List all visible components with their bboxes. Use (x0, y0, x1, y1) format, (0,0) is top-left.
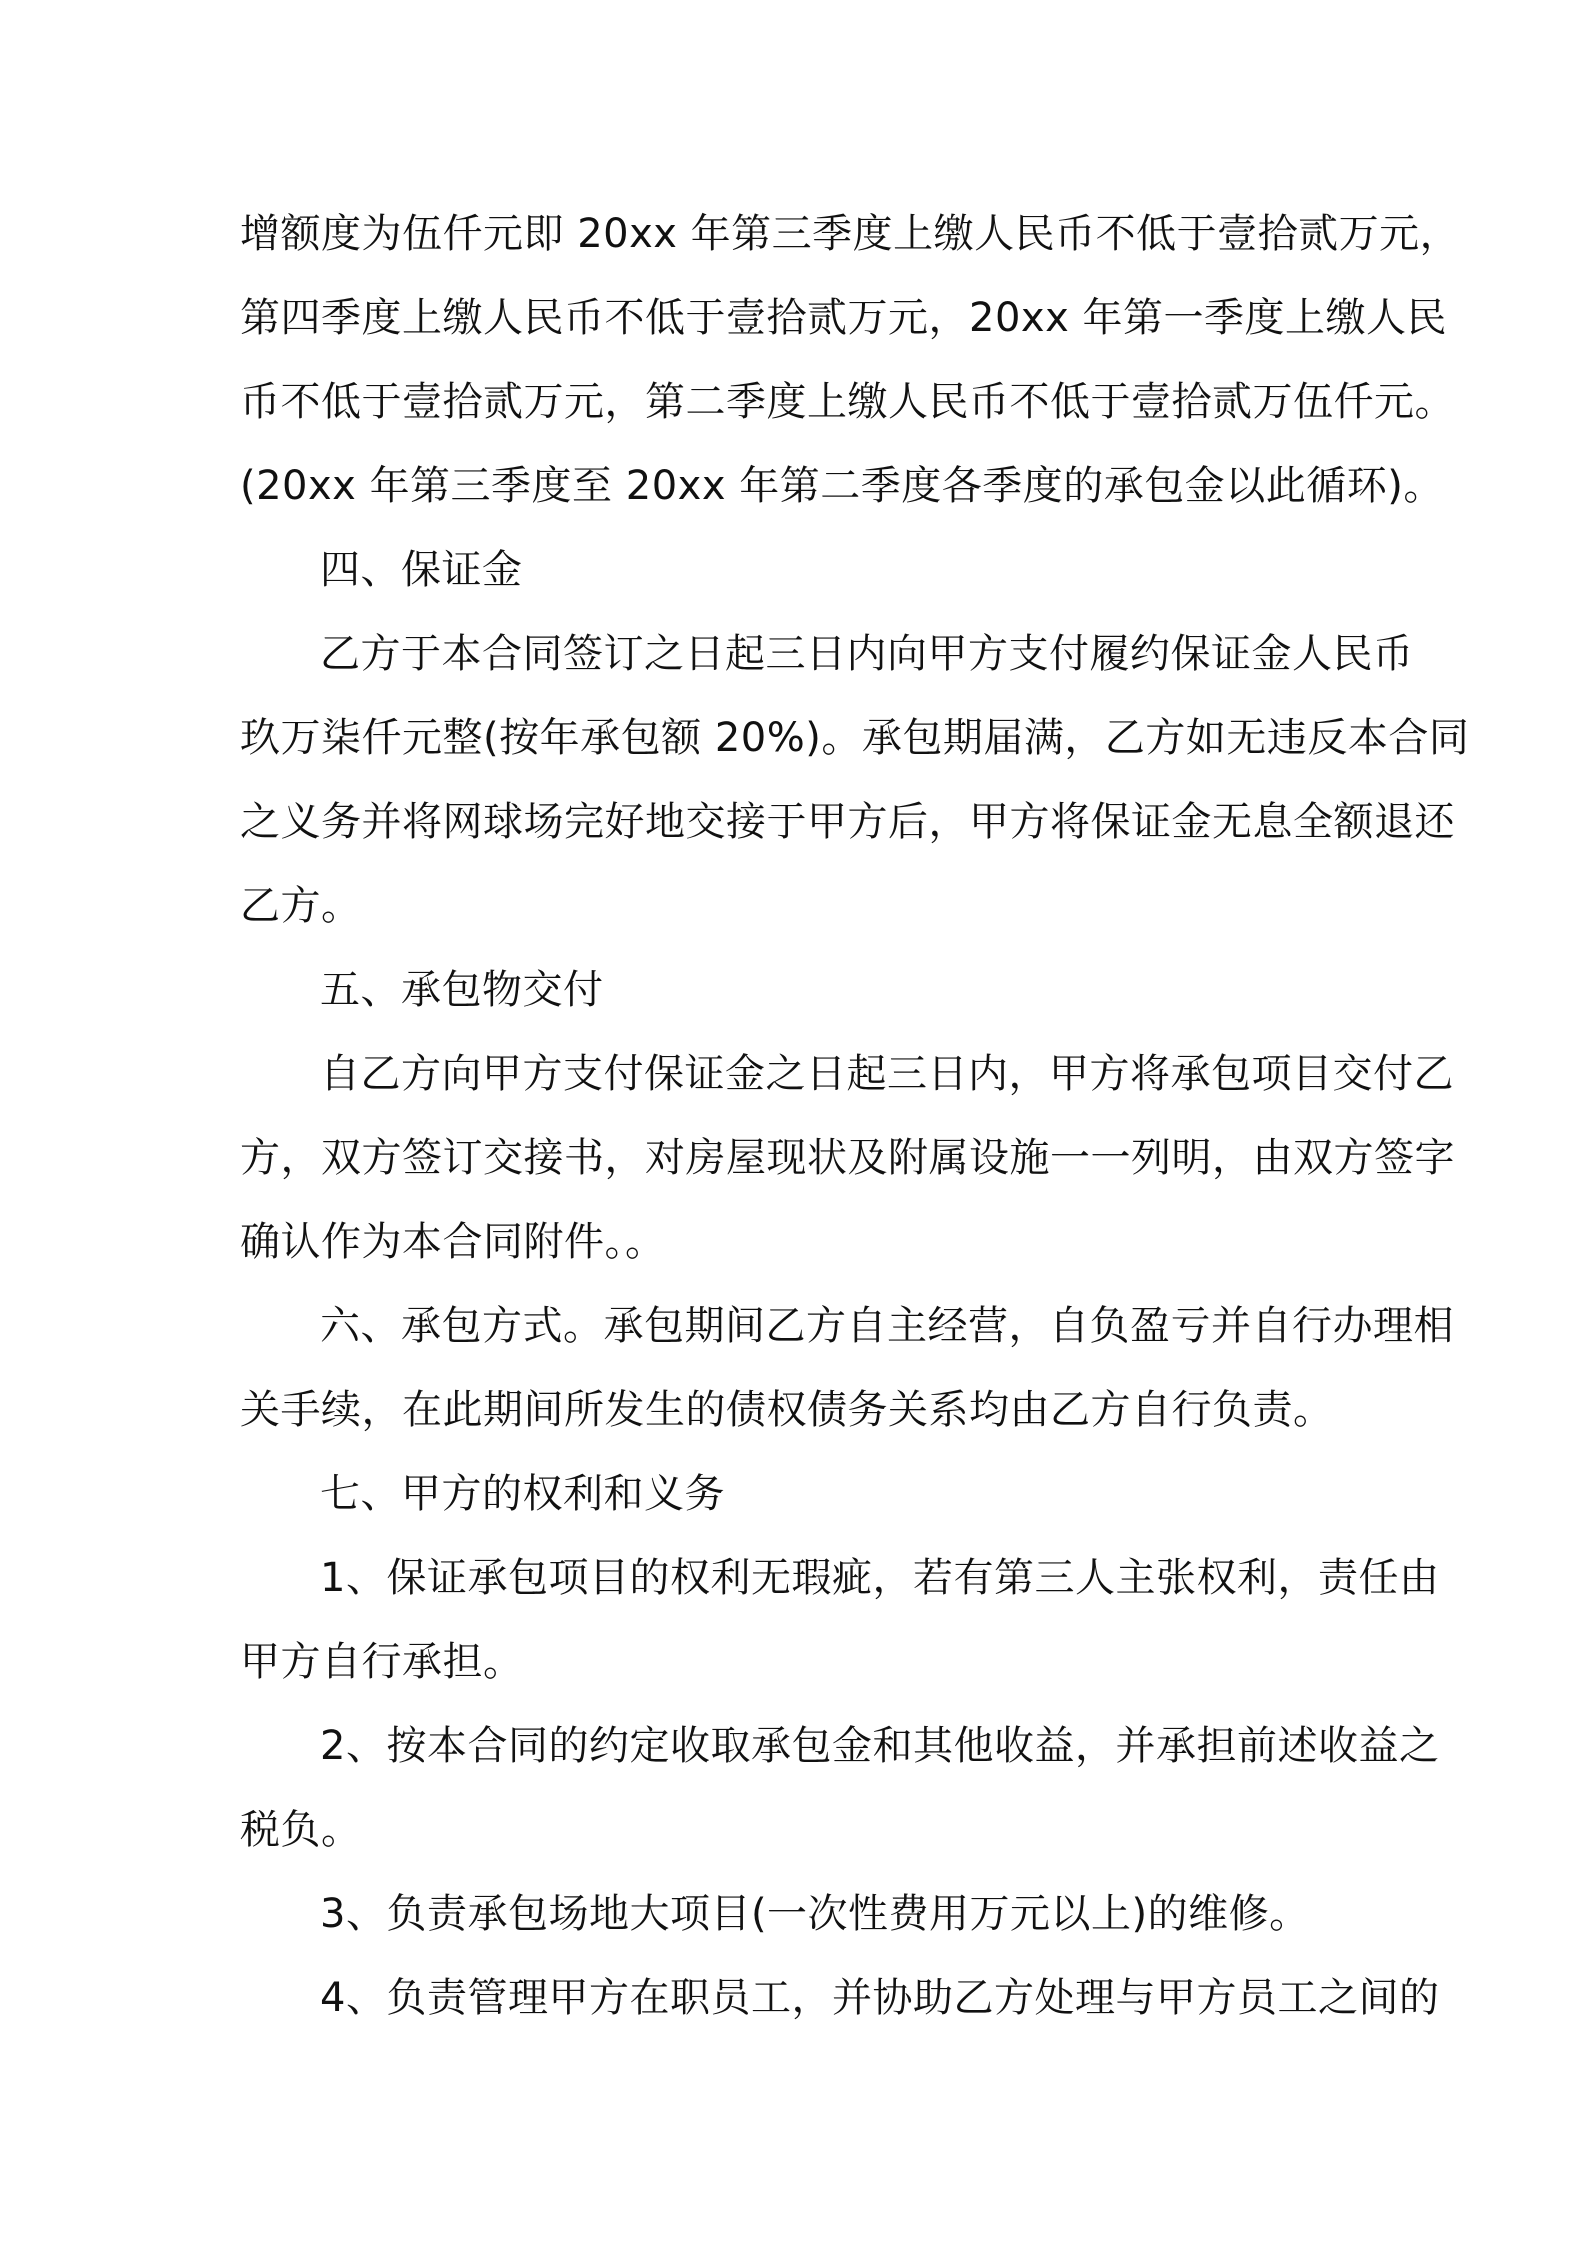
text-line: 税负。 (240, 1807, 362, 1853)
text-line: 之义务并将网球场完好地交接于甲方后，甲方将保证金无息全额退还 (240, 799, 1455, 845)
text-line: 甲方自行承担。 (240, 1639, 524, 1685)
text-line: 币不低于壹拾贰万元，第二季度上缴人民币不低于壹拾贰万伍仟元。 (240, 379, 1455, 425)
section-heading-delivery: 五、承包物交付 (320, 967, 604, 1013)
list-item: 4、负责管理甲方在职员工，并协助乙方处理与甲方员工之间的 (320, 1975, 1440, 2021)
text-line: 乙方。 (240, 883, 362, 929)
text-line: 增额度为伍仟元即 20xx 年第三季度上缴人民币不低于壹拾贰万元， (240, 211, 1461, 257)
document-body (240, 192, 1470, 2040)
section-contract-method: 六、承包方式。承包期间乙方自主经营，自负盈亏并自行办理相 (320, 1303, 1454, 1349)
text-line: 第四季度上缴人民币不低于壹拾贰万元，20xx 年第一季度上缴人民 (240, 295, 1447, 341)
section-heading-deposit: 四、保证金 (320, 547, 523, 593)
text-line: 玖万柒仟元整(按年承包额 20%)。承包期届满，乙方如无违反本合同 (240, 715, 1470, 761)
text-line: 自乙方向甲方支付保证金之日起三日内，甲方将承包项目交付乙 (320, 1051, 1454, 1097)
list-item: 3、负责承包场地大项目(一次性费用万元以上)的维修。 (320, 1891, 1310, 1937)
text-line: 乙方于本合同签订之日起三日内向甲方支付履约保证金人民币 (320, 631, 1414, 677)
text-line: (20xx 年第三季度至 20xx 年第二季度各季度的承包金以此循环)。 (240, 463, 1444, 509)
section-heading-party-a-rights: 七、甲方的权利和义务 (320, 1471, 725, 1517)
text-line: 确认作为本合同附件。。 (240, 1219, 666, 1265)
text-line: 方，双方签订交接书，对房屋现状及附属设施一一列明，由双方签字 (240, 1135, 1455, 1181)
list-item: 2、按本合同的约定收取承包金和其他收益，并承担前述收益之 (320, 1723, 1440, 1769)
list-item: 1、保证承包项目的权利无瑕疵，若有第三人主张权利，责任由 (320, 1555, 1440, 1601)
text-line: 关手续，在此期间所发生的债权债务关系均由乙方自行负责。 (240, 1387, 1334, 1433)
